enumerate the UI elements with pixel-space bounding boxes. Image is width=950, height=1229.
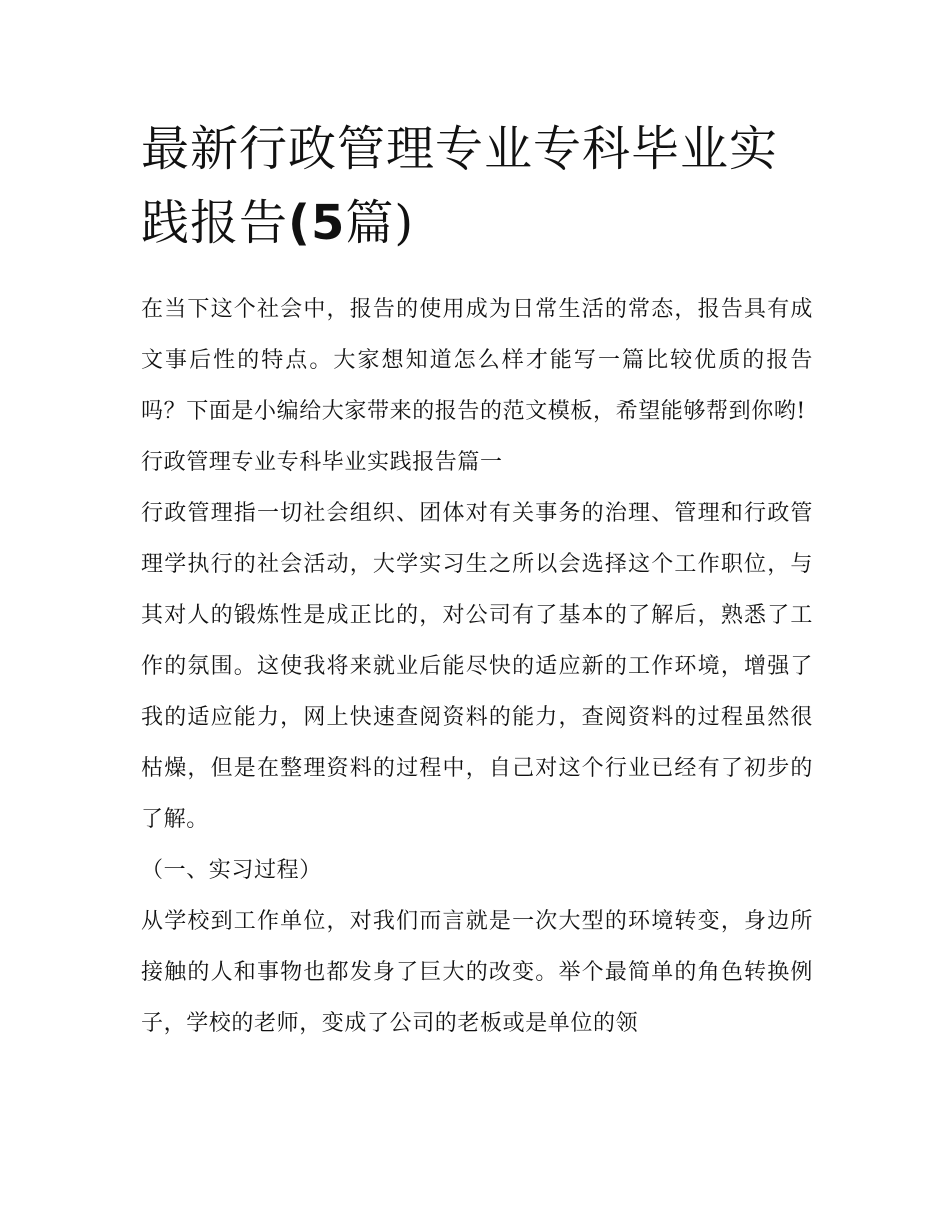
intro-paragraph: 在当下这个社会中，报告的使用成为日常生活的常态，报告具有成文事后性的特点。大家想知道怎么样才能写一篇比较优质的报告吗？下面是小编给大家带来的报告的范文模板，希望能够帮到你哟! — [141, 297, 813, 424]
title-suffix: (5 — [288, 195, 346, 251]
title-tail: 篇) — [345, 195, 415, 251]
body-paragraph-2: 从学校到工作单位，对我们而言就是一次大型的环境转变，身边所接触的人和事物也都发身了巨大的改变。举个最简单的角色转换例子，学校的老师，变成了公司的老板或是单位的领 — [141, 909, 813, 1036]
document-body — [141, 284, 813, 1049]
body-paragraph-1: 行政管理指一切社会组织、团体对有关事务的治理、管理和行政管理学执行的社会活动，大学实习生之所以会选择这个工作职位，与其对人的锻炼性是成正比的，对公司有了基本的了解后，熟悉了工作的氛围。这使我将来就业后能尽快的适应新的工作环境，增强了我的适应能力，网上快速查阅资料的能力，查阅资料的过程虽然很枯燥，但是在整理资料的过程中，自己对这个行业已经有了初步的了解。 — [141, 501, 813, 832]
subheading: （一、实习过程） — [141, 858, 322, 883]
document-page — [141, 112, 813, 1049]
title-main: 最新行政管理专业专科毕业实践报告 — [141, 121, 779, 251]
section-title: 行政管理专业专科毕业实践报告篇一 — [141, 450, 503, 475]
document-title — [141, 112, 813, 260]
